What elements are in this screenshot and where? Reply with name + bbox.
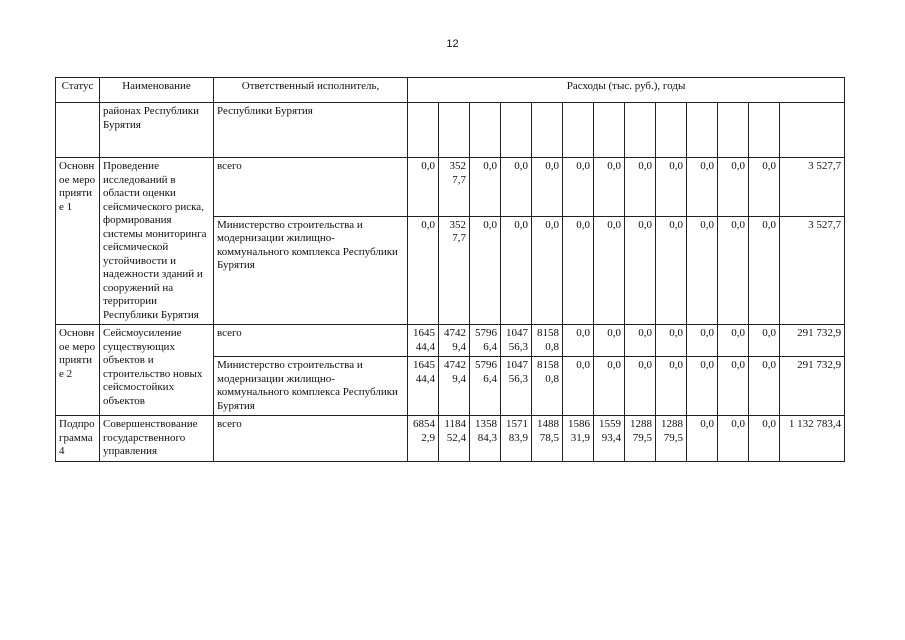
value-cell: 104756,3 [501, 357, 532, 416]
value-cell: 0,0 [656, 216, 687, 324]
continuation-row [56, 103, 845, 158]
value-cell: 0,0 [749, 158, 780, 217]
value-cell: 3527,7 [439, 158, 470, 217]
value-cell: 0,0 [563, 216, 594, 324]
value-cell: 3527,7 [439, 216, 470, 324]
value-cell: 0,0 [501, 158, 532, 217]
value-cell: 0,0 [718, 357, 749, 416]
value-cell: 81580,8 [532, 357, 563, 416]
total-cell: 1 132 783,4 [780, 416, 845, 462]
value-cell: 0,0 [470, 158, 501, 217]
value-cell: 0,0 [656, 158, 687, 217]
value-cell: 0,0 [656, 325, 687, 357]
value-cell: 0,0 [656, 357, 687, 416]
status-cell: Подпрограмма 4 [56, 416, 100, 462]
value-cell: 0,0 [718, 416, 749, 462]
empty-cell [749, 103, 780, 158]
table-row [56, 325, 845, 357]
empty-cell [439, 103, 470, 158]
value-cell: 0,0 [687, 216, 718, 324]
executor-cell: всего [214, 416, 408, 462]
value-cell: 68542,9 [408, 416, 439, 462]
value-cell: 0,0 [687, 158, 718, 217]
executor-cell: всего [214, 158, 408, 217]
value-cell: 0,0 [687, 325, 718, 357]
value-cell: 0,0 [594, 158, 625, 217]
value-cell: 128879,5 [625, 416, 656, 462]
empty-cell [594, 103, 625, 158]
status-cell: Основное мероприятие 1 [56, 158, 100, 325]
value-cell: 0,0 [687, 357, 718, 416]
value-cell: 0,0 [625, 357, 656, 416]
value-cell: 57966,4 [470, 325, 501, 357]
empty-cell [687, 103, 718, 158]
value-cell: 0,0 [563, 158, 594, 217]
empty-cell [470, 103, 501, 158]
expenses-table [55, 77, 845, 462]
value-cell: 118452,4 [439, 416, 470, 462]
value-cell: 0,0 [749, 357, 780, 416]
value-cell: 0,0 [749, 416, 780, 462]
value-cell: 0,0 [594, 216, 625, 324]
value-cell: 0,0 [718, 158, 749, 217]
value-cell: 164544,4 [408, 325, 439, 357]
empty-cell [656, 103, 687, 158]
executor-header: Ответственный исполнитель, [214, 78, 408, 103]
empty-cell [780, 103, 845, 158]
table-row [56, 416, 845, 462]
status-header: Статус [56, 78, 100, 103]
continuation-status-cell [56, 103, 100, 158]
value-cell: 0,0 [625, 158, 656, 217]
value-cell: 81580,8 [532, 325, 563, 357]
value-cell: 157183,9 [501, 416, 532, 462]
name-cell: Сейсмоусиление существующих объектов и строительство новых сейсмостойких объектов [100, 325, 214, 416]
value-cell: 0,0 [532, 158, 563, 217]
page-number: 12 [446, 38, 459, 50]
status-cell: Основное мероприятие 2 [56, 325, 100, 416]
continuation-name-cell: районах Республики Бурятия [100, 103, 214, 158]
value-cell: 0,0 [470, 216, 501, 324]
header-row [56, 78, 845, 103]
value-cell: 0,0 [563, 357, 594, 416]
expenses-header: Расходы (тыс. руб.), годы [408, 78, 845, 103]
empty-cell [532, 103, 563, 158]
value-cell: 0,0 [625, 325, 656, 357]
table-row [56, 158, 845, 217]
name-header: Наименование [100, 78, 214, 103]
total-cell: 3 527,7 [780, 158, 845, 217]
value-cell: 0,0 [408, 158, 439, 217]
value-cell: 0,0 [718, 216, 749, 324]
value-cell: 0,0 [625, 216, 656, 324]
value-cell: 0,0 [749, 216, 780, 324]
value-cell: 0,0 [594, 357, 625, 416]
value-cell: 0,0 [594, 325, 625, 357]
value-cell: 0,0 [563, 325, 594, 357]
continuation-executor-cell: Республики Бурятия [214, 103, 408, 158]
value-cell: 0,0 [718, 325, 749, 357]
value-cell: 158631,9 [563, 416, 594, 462]
value-cell: 0,0 [408, 216, 439, 324]
value-cell: 164544,4 [408, 357, 439, 416]
executor-cell: всего [214, 325, 408, 357]
value-cell: 0,0 [749, 325, 780, 357]
total-cell: 291 732,9 [780, 357, 845, 416]
value-cell: 0,0 [687, 416, 718, 462]
total-cell: 291 732,9 [780, 325, 845, 357]
name-cell: Совершенствование государственного управления [100, 416, 214, 462]
value-cell: 155993,4 [594, 416, 625, 462]
name-cell: Проведение исследований в области оценки сейсмического риска, формирования системы мониторинга сейсмической устойчивости и надежности зданий и сооружений на территории Республики Бурятия [100, 158, 214, 325]
value-cell: 0,0 [532, 216, 563, 324]
empty-cell [408, 103, 439, 158]
empty-cell [501, 103, 532, 158]
value-cell: 148878,5 [532, 416, 563, 462]
empty-cell [563, 103, 594, 158]
executor-cell: Министерство строительства и модернизации жилищно-коммунального комплекса Республики Бурятия [214, 216, 408, 324]
total-cell: 3 527,7 [780, 216, 845, 324]
value-cell: 47429,4 [439, 357, 470, 416]
value-cell: 128879,5 [656, 416, 687, 462]
value-cell: 57966,4 [470, 357, 501, 416]
value-cell: 104756,3 [501, 325, 532, 357]
value-cell: 47429,4 [439, 325, 470, 357]
executor-cell: Министерство строительства и модернизации жилищно-коммунального комплекса Республики Бурятия [214, 357, 408, 416]
empty-cell [625, 103, 656, 158]
value-cell: 135884,3 [470, 416, 501, 462]
empty-cell [718, 103, 749, 158]
value-cell: 0,0 [501, 216, 532, 324]
